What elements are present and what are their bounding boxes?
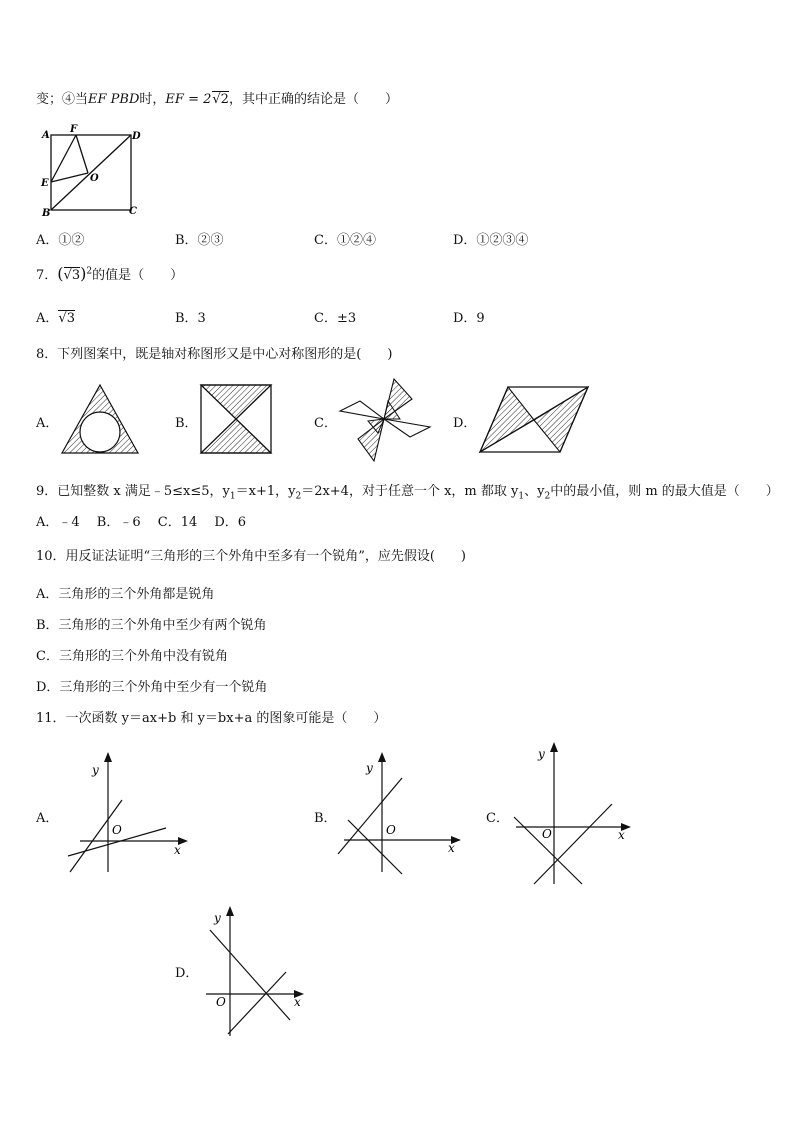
q8-label-a[interactable]: A． <box>36 416 59 431</box>
q11-stem: 11．一次函数 y＝ax+b 和 y＝bx+a 的图象可能是（ ） <box>36 711 387 726</box>
q6-label-d: D <box>132 131 141 142</box>
q11-b-x: x <box>448 841 455 855</box>
q7-option-a-root: 3 <box>66 311 75 326</box>
q6-option-b[interactable]: B．②③ <box>175 233 224 248</box>
q9-sub1: 1 <box>229 491 236 502</box>
q11-d-o: O <box>216 995 226 1009</box>
q7-option-d[interactable]: D．9 <box>453 311 485 326</box>
q10-option-d[interactable]: D．三角形的三个外角中至少有一个锐角 <box>36 680 268 695</box>
q11-d-x: x <box>294 995 301 1009</box>
q9-part4: 、y <box>524 484 545 499</box>
q6-option-d[interactable]: D．①②③④ <box>453 233 529 248</box>
q7-option-a[interactable] <box>36 307 75 326</box>
q9-stem <box>36 480 779 502</box>
q10-option-c[interactable]: C．三角形的三个外角中没有锐角 <box>36 649 228 664</box>
q9-options[interactable]: A．﹣4 B．﹣6 C．14 D．6 <box>36 515 247 530</box>
q11-b-o: O <box>386 823 396 837</box>
q6-suffix: ，其中正确的结论是（ ） <box>228 92 398 107</box>
q6-option-c[interactable]: C．①②④ <box>314 233 376 248</box>
q6-label-b: B <box>42 208 51 219</box>
q11-graph-a[interactable] <box>60 752 190 877</box>
q6-parallel: P <box>110 92 120 107</box>
q11-label-c[interactable]: C． <box>486 811 509 826</box>
q6-label-f: F <box>70 124 78 135</box>
q7-stem <box>36 264 183 283</box>
q8-stem: 8．下列图案中，既是轴对称图形又是中心对称图形的是( ) <box>36 347 393 362</box>
q11-a-o: O <box>112 823 122 837</box>
q8-figure-a[interactable] <box>60 383 140 455</box>
q7-exponent: 2 <box>86 266 93 277</box>
q6-mid: 时， <box>139 92 166 107</box>
q11-c-y: y <box>538 747 545 761</box>
q7-paren-close: ) <box>80 264 87 283</box>
q7-option-c[interactable]: C．±3 <box>314 311 357 326</box>
q10-option-b[interactable]: B．三角形的三个外角中至少有两个锐角 <box>36 618 267 633</box>
q11-c-o: O <box>542 827 552 841</box>
q6-root: 2 <box>220 92 229 107</box>
q9-sub3: 1 <box>518 491 525 502</box>
q8-figure-c[interactable] <box>338 377 432 463</box>
q7-root: 3 <box>71 268 81 283</box>
q6-label-a: A <box>42 130 50 141</box>
q7-option-a-sqrt: √3 <box>58 311 75 326</box>
q11-graph-b[interactable] <box>334 752 464 877</box>
q11-graph-d[interactable] <box>200 906 312 1041</box>
q8-label-b[interactable]: B． <box>175 416 198 431</box>
q11-a-y: y <box>92 763 99 777</box>
q11-b-y: y <box>366 761 373 775</box>
q6-option-a[interactable]: A．①② <box>36 233 85 248</box>
q8-label-d[interactable]: D． <box>453 416 477 431</box>
q8-label-c[interactable]: C． <box>314 416 337 431</box>
q10-option-a[interactable]: A．三角形的三个外角都是锐角 <box>36 587 215 602</box>
q11-label-d[interactable]: D． <box>175 966 199 981</box>
q6-label-c: C <box>129 206 137 217</box>
q6-stem <box>36 88 398 107</box>
q7-suffix: 的值是（ ） <box>92 268 184 283</box>
q7-sqrt: √3 <box>63 268 81 283</box>
q8-figure-b[interactable] <box>200 384 272 454</box>
q6-stem-prefix: 变；④当 <box>36 92 89 107</box>
q6-ef: EF <box>88 92 107 107</box>
q6-figure <box>36 122 146 222</box>
q11-a-x: x <box>174 843 181 857</box>
q9-sub4: 2 <box>544 491 551 502</box>
q9-part1: 9．已知整数 x 满足﹣5≤x≤5，y <box>36 484 230 499</box>
q11-label-a[interactable]: A． <box>36 811 59 826</box>
q7-option-b[interactable]: B．3 <box>175 311 206 326</box>
q9-part2: ＝x+1，y <box>235 484 296 499</box>
q6-eq: EF = 2 <box>165 92 212 107</box>
q11-label-b[interactable]: B． <box>314 811 337 826</box>
q7-expression: ( <box>57 264 64 283</box>
q9-part5: 中的最小值，则 m 的最大值是（ ） <box>550 484 779 499</box>
q6-bd: BD <box>119 92 140 107</box>
q6-sqrt: √2 <box>212 92 229 107</box>
q11-graph-c[interactable] <box>510 742 640 887</box>
q6-label-e: E <box>41 178 49 189</box>
q9-sub2: 2 <box>295 491 302 502</box>
q8-figure-d[interactable] <box>478 386 590 454</box>
q10-stem: 10．用反证法证明“三角形的三个外角中至多有一个锐角”，应先假设( ) <box>36 549 466 564</box>
q7-num: 7． <box>36 268 58 283</box>
q9-part3: ＝2x+4，对于任意一个 x，m 都取 y <box>301 484 519 499</box>
q11-c-x: x <box>618 828 625 842</box>
q11-d-y: y <box>214 911 221 925</box>
q6-label-o: O <box>90 173 99 184</box>
q7-option-a-label: A． <box>36 311 59 326</box>
